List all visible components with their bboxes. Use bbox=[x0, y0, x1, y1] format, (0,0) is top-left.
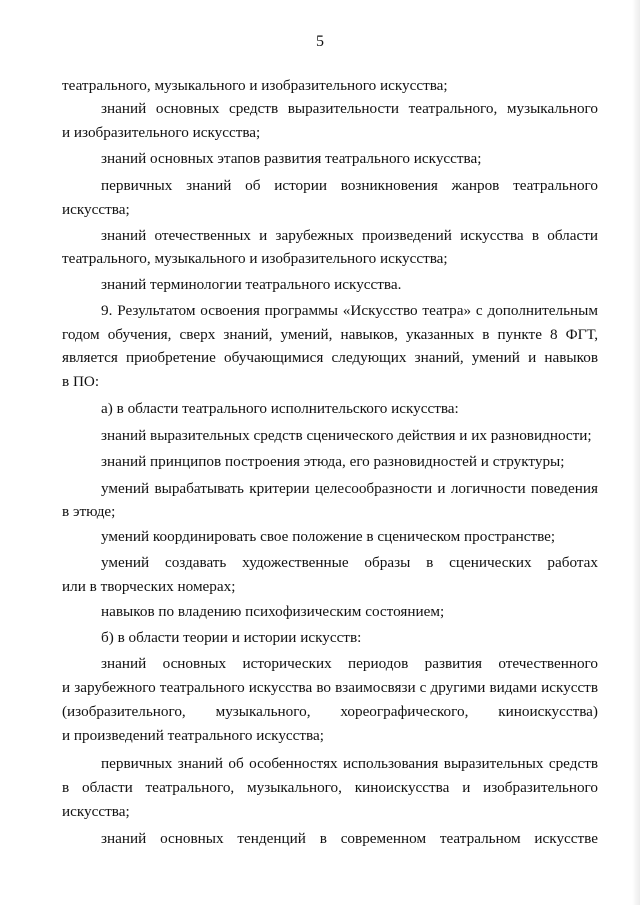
text-line: и произведений театрального искусства; bbox=[62, 727, 324, 744]
text-line: или в творческих номерах; bbox=[62, 578, 236, 595]
text-line: знаний основных исторических периодов развития отечественного bbox=[101, 655, 598, 672]
text-line: а) в области театрального исполнительского искусства: bbox=[101, 400, 459, 417]
text-line: знаний принципов построения этюда, его разновидностей и структуры; bbox=[101, 453, 565, 470]
text-line: 9. Результатом освоения программы «Искусство театра» с дополнительным bbox=[101, 302, 598, 319]
text-line: знаний основных тенденций в современном театральном искусстве bbox=[101, 830, 598, 847]
text-line: и изобразительного искусства; bbox=[62, 124, 261, 141]
text-line: (изобразительного, музыкального, хореографического, киноискусства) bbox=[62, 703, 598, 720]
text-line: знаний основных этапов развития театрального искусства; bbox=[101, 150, 482, 167]
text-line: умений создавать художественные образы в сценических работах bbox=[101, 554, 598, 571]
text-line: навыков по владению психофизическим состоянием; bbox=[101, 603, 445, 620]
text-line: первичных знаний об истории возникновения жанров театрального bbox=[101, 177, 598, 194]
text-line: и зарубежного театрального искусства во взаимосвязи с другими видами искусств bbox=[62, 679, 598, 696]
text-line: в области театрального, музыкального, киноискусства и изобразительного bbox=[62, 779, 598, 796]
text-line: театрального, музыкального и изобразительного искусства; bbox=[62, 77, 448, 94]
text-line: умений вырабатывать критерии целесообразности и логичности поведения bbox=[101, 480, 598, 497]
text-line: в этюде; bbox=[62, 503, 116, 520]
text-line: в ПО: bbox=[62, 373, 100, 390]
scan-edge-shadow bbox=[632, 0, 640, 905]
text-line: театрального, музыкального и изобразительного искусства; bbox=[62, 250, 448, 267]
text-line: знаний основных средств выразительности театрального, музыкального bbox=[101, 100, 598, 117]
text-line: искусства; bbox=[62, 803, 130, 820]
text-line: первичных знаний об особенностях использования выразительных средств bbox=[101, 755, 598, 772]
text-line: искусства; bbox=[62, 201, 130, 218]
text-line: б) в области теории и истории искусств: bbox=[101, 629, 362, 646]
text-line: годом обучения, сверх знаний, умений, навыков, указанных в пункте 8 ФГТ, bbox=[62, 326, 598, 343]
text-line: знаний терминологии театрального искусства. bbox=[101, 276, 402, 293]
page-number: 5 bbox=[316, 33, 324, 50]
text-line: знаний отечественных и зарубежных произведений искусства в области bbox=[101, 227, 598, 244]
text-line: знаний выразительных средств сценического действия и их разновидности; bbox=[101, 427, 592, 444]
text-line: умений координировать свое положение в сценическом пространстве; bbox=[101, 528, 556, 545]
text-line: является приобретение обучающимися следующих знаний, умений и навыков bbox=[62, 349, 598, 366]
